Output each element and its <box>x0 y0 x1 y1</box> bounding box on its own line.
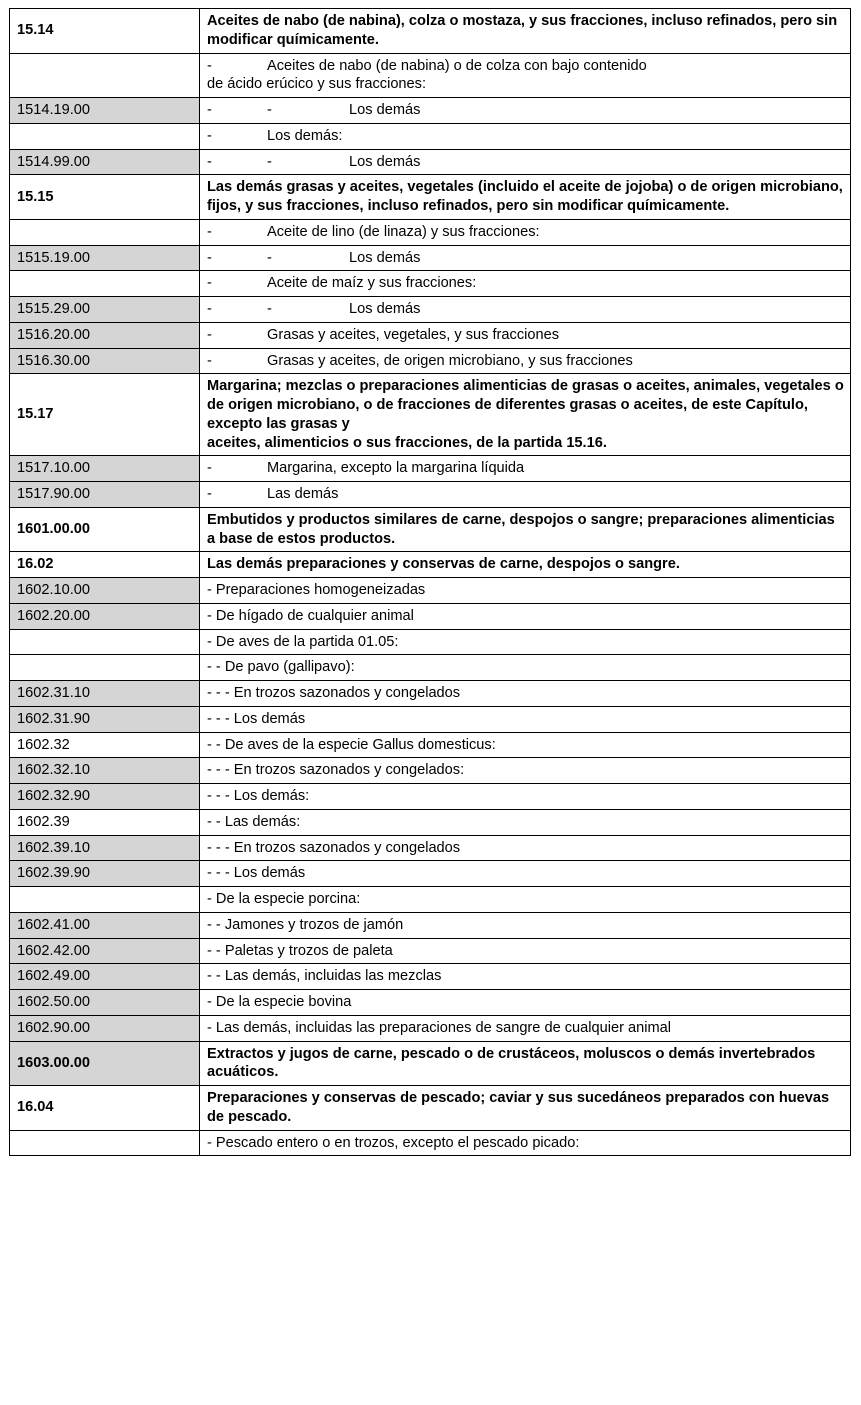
table-row <box>10 809 851 835</box>
tariff-description-cell: - - De pavo (gallipavo): <box>200 655 851 681</box>
tariff-description-cell: - De la especie porcina: <box>200 887 851 913</box>
tariff-description-cell <box>200 53 851 98</box>
description-text: Grasas y aceites, de origen microbiano, y sus fracciones <box>267 352 633 369</box>
tariff-description-cell: - - - Los demás: <box>200 784 851 810</box>
tariff-code-cell: 1514.19.00 <box>10 98 200 124</box>
tariff-description-cell: - - Las demás, incluidas las mezclas <box>200 964 851 990</box>
tariff-description-cell <box>200 482 851 508</box>
tariff-code-cell: 1515.29.00 <box>10 297 200 323</box>
table-row <box>10 348 851 374</box>
description-text: Las demás <box>267 486 339 502</box>
table-row <box>10 706 851 732</box>
level-2-dash: - <box>267 102 272 118</box>
tariff-code-cell <box>10 123 200 149</box>
level-1-dash: - <box>207 352 212 369</box>
tariff-code-cell <box>10 887 200 913</box>
tariff-code-cell: 1602.42.00 <box>10 938 200 964</box>
tariff-description-cell: Aceites de nabo (de nabina), colza o mostaza, y sus fracciones, incluso refinados, pero sin modificar químicamente. <box>200 9 851 54</box>
table-row <box>10 681 851 707</box>
table-row <box>10 758 851 784</box>
tariff-code-cell <box>10 629 200 655</box>
level-1-dash: - <box>207 486 212 502</box>
table-row <box>10 175 851 220</box>
tariff-description-cell <box>200 149 851 175</box>
table-row <box>10 655 851 681</box>
level-1-dash: - <box>207 460 212 477</box>
description-text: Aceite de lino (de linaza) y sus fracciones: <box>267 223 540 240</box>
tariff-description-cell: - Pescado entero o en trozos, excepto el pescado picado: <box>200 1130 851 1156</box>
tariff-code-cell <box>10 655 200 681</box>
table-row <box>10 1041 851 1086</box>
tariff-description-cell: - - - En trozos sazonados y congelados <box>200 835 851 861</box>
description-text: Los demás <box>349 102 421 118</box>
tariff-description-cell <box>200 374 851 456</box>
table-row <box>10 98 851 124</box>
table-row <box>10 990 851 1016</box>
tariff-description-cell: Embutidos y productos similares de carne, despojos o sangre; preparaciones alimenticias a base de estos productos. <box>200 507 851 552</box>
tariff-code-cell <box>10 53 200 98</box>
tariff-code-cell: 1602.10.00 <box>10 578 200 604</box>
description-text: Los demás <box>349 249 421 266</box>
tariff-description-cell: - - Paletas y trozos de paleta <box>200 938 851 964</box>
tariff-description-cell: Las demás grasas y aceites, vegetales (incluido el aceite de jojoba) o de origen microbiano, fijos, y sus fracciones, incluso refinados, pero sin modificar químicamente. <box>200 175 851 220</box>
tariff-description-cell: Las demás preparaciones y conservas de carne, despojos o sangre. <box>200 552 851 578</box>
tariff-code-cell: 1601.00.00 <box>10 507 200 552</box>
tariff-code-cell: 1602.39 <box>10 809 200 835</box>
tariff-code-cell: 1517.10.00 <box>10 456 200 482</box>
tariff-description-cell: - - Jamones y trozos de jamón <box>200 912 851 938</box>
tariff-code-cell: 1602.31.90 <box>10 706 200 732</box>
table-row <box>10 629 851 655</box>
table-row <box>10 1130 851 1156</box>
tariff-description-cell: - Las demás, incluidas las preparaciones de sangre de cualquier animal <box>200 1015 851 1041</box>
tariff-description-cell: Extractos y jugos de carne, pescado o de crustáceos, moluscos o demás invertebrados acuáticos. <box>200 1041 851 1086</box>
tariff-description-cell <box>200 219 851 245</box>
level-1-dash: - <box>207 249 212 266</box>
level-1-dash: - <box>207 57 212 74</box>
level-1-dash: - <box>207 223 212 240</box>
tariff-code-cell: 15.14 <box>10 9 200 54</box>
table-row <box>10 53 851 98</box>
tariff-code-cell: 1603.00.00 <box>10 1041 200 1086</box>
table-row <box>10 784 851 810</box>
tariff-code-cell: 1602.32.10 <box>10 758 200 784</box>
tariff-description-cell: - Preparaciones homogeneizadas <box>200 578 851 604</box>
tariff-code-cell <box>10 1130 200 1156</box>
level-2-dash: - <box>267 249 272 266</box>
tariff-code-cell: 1515.19.00 <box>10 245 200 271</box>
tariff-code-cell: 16.02 <box>10 552 200 578</box>
tariff-code-cell: 1516.30.00 <box>10 348 200 374</box>
tariff-description-cell <box>200 297 851 323</box>
table-row <box>10 964 851 990</box>
description-text: Grasas y aceites, vegetales, y sus fracciones <box>267 326 560 343</box>
tariff-description-cell <box>200 271 851 297</box>
tariff-code-cell <box>10 219 200 245</box>
tariff-code-cell: 1514.99.00 <box>10 149 200 175</box>
tariff-description-cell <box>200 245 851 271</box>
tariff-classification-table <box>9 8 851 1156</box>
table-row <box>10 482 851 508</box>
level-1-dash: - <box>207 275 212 292</box>
description-line <box>207 57 846 76</box>
description-line: de ácido erúcico y sus fracciones: <box>207 76 427 93</box>
level-1-dash: - <box>207 326 212 343</box>
tariff-description-cell <box>200 123 851 149</box>
table-row <box>10 603 851 629</box>
level-2-dash: - <box>267 153 272 170</box>
description-text: Aceite de maíz y sus fracciones: <box>267 275 477 292</box>
table-row <box>10 322 851 348</box>
tariff-description-cell <box>200 348 851 374</box>
table-row <box>10 578 851 604</box>
table-row <box>10 271 851 297</box>
table-row <box>10 123 851 149</box>
table-row <box>10 219 851 245</box>
tariff-code-cell: 1602.49.00 <box>10 964 200 990</box>
tariff-code-cell: 1516.20.00 <box>10 322 200 348</box>
tariff-description-cell: - - - Los demás <box>200 861 851 887</box>
tariff-description-cell: - De aves de la partida 01.05: <box>200 629 851 655</box>
table-row <box>10 861 851 887</box>
tariff-description-cell: Preparaciones y conservas de pescado; caviar y sus sucedáneos preparados con huevas de pescado. <box>200 1086 851 1131</box>
level-1-dash: - <box>207 301 212 317</box>
level-1-dash: - <box>207 102 212 118</box>
table-row <box>10 1015 851 1041</box>
tariff-code-cell: 1602.31.10 <box>10 681 200 707</box>
table-row <box>10 245 851 271</box>
tariff-code-cell: 15.15 <box>10 175 200 220</box>
description-text: Los demás <box>349 153 421 170</box>
level-1-dash: - <box>207 153 212 170</box>
table-row <box>10 552 851 578</box>
tariff-description-cell: - - Las demás: <box>200 809 851 835</box>
tariff-code-cell: 16.04 <box>10 1086 200 1131</box>
table-row <box>10 887 851 913</box>
table-row <box>10 149 851 175</box>
tariff-code-cell <box>10 271 200 297</box>
tariff-code-cell: 1602.32.90 <box>10 784 200 810</box>
table-row <box>10 9 851 54</box>
description-text: Los demás: <box>267 127 343 144</box>
description-paragraph: Margarina; mezclas o preparaciones alimenticias de grasas o aceites, animales, vegetales o de origen microbiano, o de fracciones de diferentes grasas o aceites, de este Capítulo, excepto las grasas y <box>207 378 844 432</box>
table-row <box>10 297 851 323</box>
table-row <box>10 1086 851 1131</box>
table-row <box>10 507 851 552</box>
table-row <box>10 912 851 938</box>
tariff-description-cell <box>200 322 851 348</box>
level-2-dash: - <box>267 301 272 317</box>
tariff-table-body <box>10 9 851 1156</box>
description-text: Aceites de nabo (de nabina) o de colza con bajo contenido <box>267 57 647 74</box>
tariff-code-cell: 1602.39.90 <box>10 861 200 887</box>
tariff-description-cell: - De hígado de cualquier animal <box>200 603 851 629</box>
tariff-code-cell: 1602.41.00 <box>10 912 200 938</box>
tariff-code-cell: 15.17 <box>10 374 200 456</box>
tariff-description-cell: - De la especie bovina <box>200 990 851 1016</box>
tariff-code-cell: 1602.39.10 <box>10 835 200 861</box>
description-text: Margarina, excepto la margarina líquida <box>267 460 525 477</box>
table-row <box>10 938 851 964</box>
table-row <box>10 835 851 861</box>
tariff-description-cell: - - De aves de la especie Gallus domesticus: <box>200 732 851 758</box>
tariff-description-cell: - - - En trozos sazonados y congelados: <box>200 758 851 784</box>
tariff-description-cell: - - - En trozos sazonados y congelados <box>200 681 851 707</box>
tariff-description-cell <box>200 456 851 482</box>
tariff-code-cell: 1517.90.00 <box>10 482 200 508</box>
level-1-dash: - <box>207 127 212 144</box>
description-text: Los demás <box>349 301 421 317</box>
table-row <box>10 374 851 456</box>
tariff-description-cell <box>200 98 851 124</box>
description-paragraph: aceites, alimenticios o sus fracciones, de la partida 15.16. <box>207 434 607 451</box>
tariff-code-cell: 1602.20.00 <box>10 603 200 629</box>
tariff-description-cell: - - - Los demás <box>200 706 851 732</box>
table-row <box>10 732 851 758</box>
tariff-code-cell: 1602.50.00 <box>10 990 200 1016</box>
tariff-code-cell: 1602.32 <box>10 732 200 758</box>
table-row <box>10 456 851 482</box>
tariff-code-cell: 1602.90.00 <box>10 1015 200 1041</box>
